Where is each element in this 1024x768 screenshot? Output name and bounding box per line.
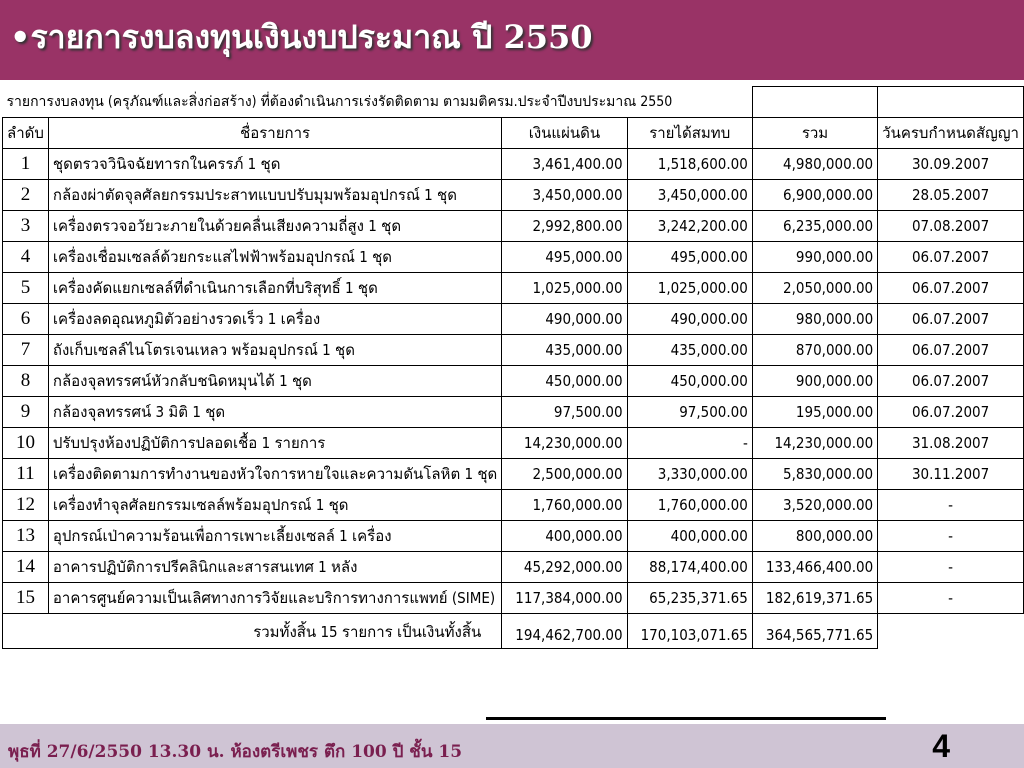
table-row xyxy=(3,273,1024,304)
total-due-empty xyxy=(878,614,1024,649)
row-total: 5,830,000.00 xyxy=(752,459,877,490)
row-govt: 1,760,000.00 xyxy=(502,490,627,521)
row-no: 13 xyxy=(3,521,49,552)
row-govt: 490,000.00 xyxy=(502,304,627,335)
row-revenue: 88,174,400.00 xyxy=(627,552,752,583)
row-revenue: 435,000.00 xyxy=(627,335,752,366)
header-revenue: รายได้สมทบ xyxy=(627,118,752,149)
total-govt: 194,462,700.00 xyxy=(502,614,627,649)
row-no: 10 xyxy=(3,428,49,459)
table-row xyxy=(3,583,1024,614)
row-no: 8 xyxy=(3,366,49,397)
row-govt: 1,025,000.00 xyxy=(502,273,627,304)
row-name: เครื่องติดตามการทำงานของหัวใจการหายใจและความดันโลหิต 1 ชุด xyxy=(48,459,501,490)
row-name: กล้องจุลทรรศน์หัวกลับชนิดหมุนได้ 1 ชุด xyxy=(48,366,501,397)
table-row xyxy=(3,242,1024,273)
table-body xyxy=(3,87,1024,649)
row-revenue: 3,330,000.00 xyxy=(627,459,752,490)
table-row xyxy=(3,149,1024,180)
row-revenue: 1,518,600.00 xyxy=(627,149,752,180)
table-row xyxy=(3,211,1024,242)
row-total: 4,980,000.00 xyxy=(752,149,877,180)
row-total: 870,000.00 xyxy=(752,335,877,366)
row-name: กล้องผ่าตัดจุลศัลยกรรมประสาทแบบปรับมุมพร้อมอุปกรณ์ 1 ชุด xyxy=(48,180,501,211)
table-row xyxy=(3,428,1024,459)
row-govt: 117,384,000.00 xyxy=(502,583,627,614)
table-row xyxy=(3,304,1024,335)
row-total: 195,000.00 xyxy=(752,397,877,428)
table-row xyxy=(3,552,1024,583)
row-revenue: 450,000.00 xyxy=(627,366,752,397)
row-name: เครื่องลดอุณหภูมิตัวอย่างรวดเร็ว 1 เครื่อง xyxy=(48,304,501,335)
row-due: 06.07.2007 xyxy=(878,273,1024,304)
header-name: ชื่อรายการ xyxy=(48,118,501,149)
header-govt: เงินแผ่นดิน xyxy=(502,118,627,149)
row-revenue: 65,235,371.65 xyxy=(627,583,752,614)
row-total: 2,050,000.00 xyxy=(752,273,877,304)
row-due: 06.07.2007 xyxy=(878,304,1024,335)
row-govt: 3,450,000.00 xyxy=(502,180,627,211)
budget-table xyxy=(2,86,1024,649)
row-total: 990,000.00 xyxy=(752,242,877,273)
table-row xyxy=(3,490,1024,521)
total-underline xyxy=(486,717,886,720)
header-row xyxy=(3,118,1024,149)
row-name: ปรับปรุงห้องปฏิบัติการปลอดเชื้อ 1 รายการ xyxy=(48,428,501,459)
table-caption: รายการงบลงทุน (ครุภัณฑ์และสิ่งก่อสร้าง) ที่ต้องดำเนินการเร่งรัดติดตาม ตามมติครม.ประจำปีงบประมาณ 2550 xyxy=(3,87,753,118)
row-due: 06.07.2007 xyxy=(878,366,1024,397)
page-number: 4 xyxy=(932,728,950,764)
row-due: - xyxy=(878,552,1024,583)
row-no: 14 xyxy=(3,552,49,583)
row-revenue: 400,000.00 xyxy=(627,521,752,552)
row-total: 980,000.00 xyxy=(752,304,877,335)
row-name: อุปกรณ์เป่าความร้อนเพื่อการเพาะเลี้ยงเซลล์ 1 เครื่อง xyxy=(48,521,501,552)
row-name: เครื่องตรวจอวัยวะภายในด้วยคลื่นเสียงความถี่สูง 1 ชุด xyxy=(48,211,501,242)
row-revenue: 97,500.00 xyxy=(627,397,752,428)
caption-empty-cell xyxy=(878,87,1024,118)
row-due: - xyxy=(878,521,1024,552)
total-revenue: 170,103,071.65 xyxy=(627,614,752,649)
row-no: 3 xyxy=(3,211,49,242)
header-due: วันครบกำหนดสัญญา xyxy=(878,118,1024,149)
total-row xyxy=(3,614,1024,649)
row-name: ชุดตรวจวินิจฉัยทารกในครรภ์ 1 ชุด xyxy=(48,149,501,180)
row-govt: 2,500,000.00 xyxy=(502,459,627,490)
row-due: 07.08.2007 xyxy=(878,211,1024,242)
row-name: ถังเก็บเซลล์ไนโตรเจนเหลว พร้อมอุปกรณ์ 1 ชุด xyxy=(48,335,501,366)
table-row xyxy=(3,180,1024,211)
total-sum: 364,565,771.65 xyxy=(752,614,877,649)
row-name: เครื่องคัดแยกเซลล์ที่ดำเนินการเลือกที่บริสุทธิ์ 1 ชุด xyxy=(48,273,501,304)
row-govt: 45,292,000.00 xyxy=(502,552,627,583)
table-row xyxy=(3,397,1024,428)
row-govt: 495,000.00 xyxy=(502,242,627,273)
row-due: 06.07.2007 xyxy=(878,335,1024,366)
row-no: 4 xyxy=(3,242,49,273)
row-total: 3,520,000.00 xyxy=(752,490,877,521)
row-revenue: 3,242,200.00 xyxy=(627,211,752,242)
row-revenue: 3,450,000.00 xyxy=(627,180,752,211)
row-no: 2 xyxy=(3,180,49,211)
row-revenue: 490,000.00 xyxy=(627,304,752,335)
row-govt: 450,000.00 xyxy=(502,366,627,397)
row-due: 30.11.2007 xyxy=(878,459,1024,490)
caption-empty-cell xyxy=(752,87,877,118)
row-govt: 3,461,400.00 xyxy=(502,149,627,180)
row-govt: 97,500.00 xyxy=(502,397,627,428)
row-total: 6,900,000.00 xyxy=(752,180,877,211)
row-due: 28.05.2007 xyxy=(878,180,1024,211)
row-no: 7 xyxy=(3,335,49,366)
row-name: อาคารปฏิบัติการปรีคลินิกและสารสนเทศ 1 หลัง xyxy=(48,552,501,583)
row-govt: 2,992,800.00 xyxy=(502,211,627,242)
row-no: 11 xyxy=(3,459,49,490)
table-row xyxy=(3,366,1024,397)
table-row xyxy=(3,521,1024,552)
row-govt: 400,000.00 xyxy=(502,521,627,552)
row-revenue: 1,760,000.00 xyxy=(627,490,752,521)
row-total: 800,000.00 xyxy=(752,521,877,552)
row-revenue: - xyxy=(627,428,752,459)
row-no: 6 xyxy=(3,304,49,335)
table-row xyxy=(3,459,1024,490)
header-no: ลำดับ xyxy=(3,118,49,149)
row-name: กล้องจุลทรรศน์ 3 มิติ 1 ชุด xyxy=(48,397,501,428)
row-name: เครื่องทำจุลศัลยกรรมเซลล์พร้อมอุปกรณ์ 1 ชุด xyxy=(48,490,501,521)
caption-row xyxy=(3,87,1024,118)
header-total: รวม xyxy=(752,118,877,149)
row-due: 31.08.2007 xyxy=(878,428,1024,459)
row-due: 30.09.2007 xyxy=(878,149,1024,180)
table-row xyxy=(3,335,1024,366)
row-total: 14,230,000.00 xyxy=(752,428,877,459)
row-no: 12 xyxy=(3,490,49,521)
total-label: รวมทั้งสิ้น 15 รายการ เป็นเงินทั้งสิ้น xyxy=(3,614,502,649)
row-total: 900,000.00 xyxy=(752,366,877,397)
row-total: 6,235,000.00 xyxy=(752,211,877,242)
row-govt: 435,000.00 xyxy=(502,335,627,366)
row-total: 182,619,371.65 xyxy=(752,583,877,614)
row-total: 133,466,400.00 xyxy=(752,552,877,583)
slide-title: •รายการงบลงทุนเงินงบประมาณ ปี 2550 xyxy=(10,18,593,56)
row-no: 5 xyxy=(3,273,49,304)
row-due: 06.07.2007 xyxy=(878,397,1024,428)
row-no: 15 xyxy=(3,583,49,614)
footer-text: พุธที่ 27/6/2550 13.30 น. ห้องตรีเพชร ตึก 100 ปี ชั้น 15 xyxy=(8,742,463,762)
row-due: 06.07.2007 xyxy=(878,242,1024,273)
row-revenue: 495,000.00 xyxy=(627,242,752,273)
row-due: - xyxy=(878,490,1024,521)
row-due: - xyxy=(878,583,1024,614)
row-govt: 14,230,000.00 xyxy=(502,428,627,459)
row-name: อาคารศูนย์ความเป็นเลิศทางการวิจัยและบริการทางการแพทย์ (SIME) xyxy=(48,583,501,614)
row-no: 1 xyxy=(3,149,49,180)
row-name: เครื่องเชื่อมเซลล์ด้วยกระแสไฟฟ้าพร้อมอุปกรณ์ 1 ชุด xyxy=(48,242,501,273)
row-revenue: 1,025,000.00 xyxy=(627,273,752,304)
row-no: 9 xyxy=(3,397,49,428)
